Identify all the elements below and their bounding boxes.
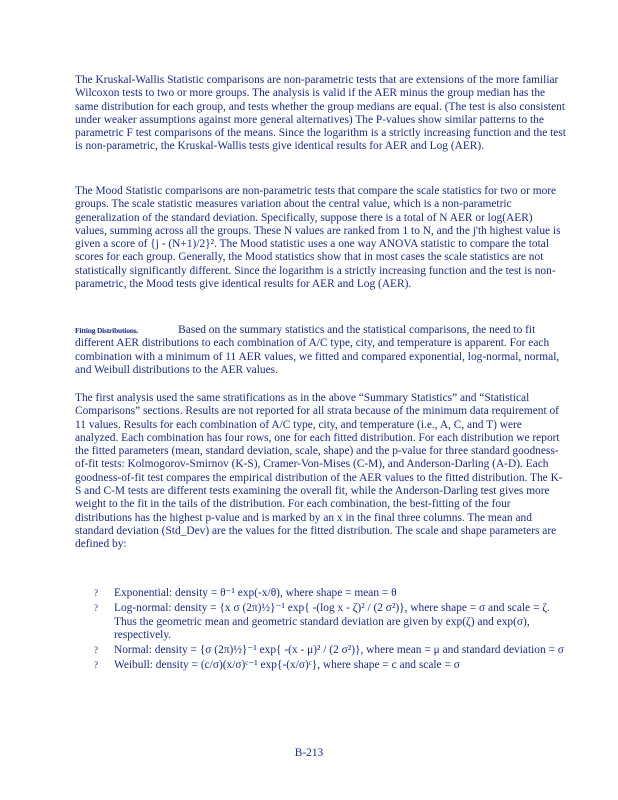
bullet-icon: ? <box>94 645 98 656</box>
definition-text: Log-normal: density = {x σ (2π)½}⁻¹ exp{ -(log x - ζ)² / (2 σ²)}, where shape = σ and scale = ζ. Thus the geometric mean and geometric standard deviation are given by exp(ζ) and exp(σ), respectively. <box>114 602 550 641</box>
paragraph-fitting-distributions <box>75 324 567 377</box>
definition-text: Normal: density = {σ (2π)½}⁻¹ exp{ -(x - μ)² / (2 σ²)}, where mean = μ and standard deviation = σ <box>114 644 564 657</box>
section-heading-fitting-distributions: Fitting Distributions. <box>75 326 139 335</box>
paragraph-kruskal-wallis: The Kruskal-Wallis Statistic comparisons are non-parametric tests that are extensions of the more familiar Wilcoxon tests to two or more groups. The analysis is valid if the AER minus the group median has the same distribution for each group, and tests whether the group medians are equal. (The test is also consistent under weaker assumptions against more general alternatives) The P-values show similar patterns to the parametric F test comparisons of the means. Since the logarithm is a strictly increasing function and the test is non-parametric, the Kruskal-Wallis tests give identical results for AER and Log (AER). <box>75 74 566 153</box>
definition-text: Weibull: density = (c/σ)(x/σ)ᶜ⁻¹ exp{-(x/σ)ᶜ}, where shape = c and scale = σ <box>114 659 460 672</box>
bullet-icon: ? <box>94 588 98 598</box>
bullet-icon: ? <box>94 660 98 671</box>
definition-weibull <box>94 659 564 672</box>
distribution-definitions-list <box>94 587 564 675</box>
paragraph-mood-statistic: The Mood Statistic comparisons are non-parametric tests that compare the scale statistics for two or more groups. The scale statistic measures variation about the central value, which is a non-parametric generalization of the standard deviation. Specifically, suppose there is a total of N AER or log(AER) values, summing across all the groups. These N values are ranked from 1 to N, and the j'th highest value is given a score of {j - (N+1)/2}². The Mood statistic uses a one way ANOVA statistic to compare the total scores for each group. Generally, the Mood statistics show that in most cases the scale statistics are not statistically significantly different. Since the logarithm is a strictly increasing function and the test is non-parametric, the Mood tests give identical results for AER and Log (AER). <box>75 185 561 291</box>
definition-text: Exponential: density = θ⁻¹ exp(-x/θ), where shape = mean = θ <box>114 587 397 599</box>
definition-normal <box>94 644 564 657</box>
page-number: B-213 <box>294 747 324 759</box>
definition-exponential <box>94 587 564 600</box>
bullet-icon: ? <box>94 603 98 614</box>
definition-log-normal <box>94 602 564 642</box>
paragraph-first-analysis: The first analysis used the same stratifications as in the above “Summary Statistics” and “Statistical Comparisons” sections. Results are not reported for all strata because of the minimum data requirement of 11 values. Results for each combination of A/C type, city, and temperature (i.e., A, C, and T) were analyzed. Each combination has four rows, one for each fitted distribution. For each distribution we report the fitted parameters (mean, standard deviation, scale, shape) and the p-value for three standard goodness-of-fit tests: Kolmogorov-Smirnov (K-S), Cramer-Von-Mises (C-M), and Anderson-Darling (A-D). Each goodness-of-fit test compares the empirical distribution of the AER values to the fitted distribution. The K-S and C-M tests are different tests examining the overall fit, while the Anderson-Darling test gives more weight to the fit in the tails of the distribution. For each combination, the best-fitting of the four distributions has the highest p-value and is marked by an x in the final three columns. The mean and standard deviation (Std_Dev) are the values for the fitted distribution. The scale and shape parameters are defined by: <box>75 392 563 551</box>
fitting-distributions-body: Based on the summary statistics and the statistical comparisons, the need to fit different AER distributions to each combination of A/C type, city, and temperature is apparent. For each combination with a minimum of 11 AER values, we fitted and compared exponential, log-normal, normal, and Weibull distributions to the AER values. <box>75 324 560 376</box>
